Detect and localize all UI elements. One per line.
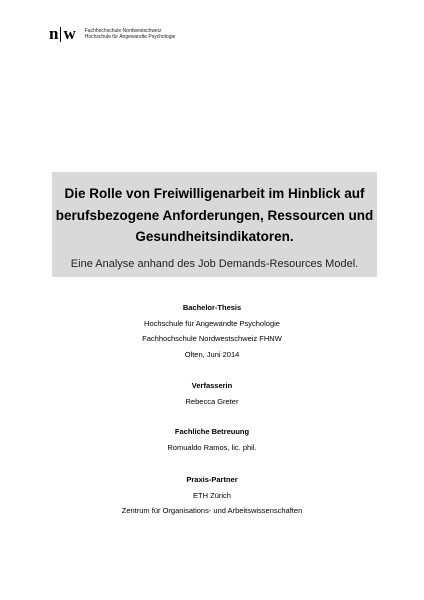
supervisor-section xyxy=(0,424,424,455)
thesis-title-line2: berufsbezogene Anforderungen, Ressourcen und xyxy=(55,207,374,223)
org-name-line1: Fachhochschule Nordwestschweiz xyxy=(84,28,162,34)
author-name: Rebecca Greter xyxy=(185,396,239,406)
thesis-info-section xyxy=(0,300,424,362)
thesis-title-line1: Die Rolle von Freiwilligenarbeit im Hinblick auf xyxy=(64,186,365,201)
partner-institution: ETH Zürich xyxy=(193,490,231,500)
partner-heading: Praxis-Partner xyxy=(186,475,238,484)
author-section xyxy=(0,378,424,409)
thesis-university: Fachhochschule Nordwestschweiz FHNW xyxy=(142,334,282,343)
header-logo xyxy=(49,25,175,43)
thesis-title-line3: Gesundheitsindikatoren. xyxy=(135,229,294,244)
thesis-type-heading: Bachelor-Thesis xyxy=(182,303,242,312)
thesis-school: Hochschule für Angewandte Psychologie xyxy=(144,318,280,328)
fhnw-logo-mark xyxy=(49,25,76,43)
title-block xyxy=(52,172,377,277)
supervisor-heading: Fachliche Betreuung xyxy=(174,427,250,436)
logo-letter-n: n xyxy=(49,24,59,43)
thesis-title xyxy=(52,183,377,248)
logo-letter-w: w xyxy=(63,24,76,43)
supervisor-name: Romualdo Ramos, lic. phil. xyxy=(167,442,257,452)
partner-section xyxy=(0,472,424,519)
partner-department: Zentrum für Organisations- und Arbeitswissenschaften xyxy=(121,506,303,515)
author-heading: Verfasserin xyxy=(191,381,233,390)
thesis-subtitle: Eine Analyse anhand des Job Demands-Resources Model. xyxy=(70,257,359,270)
org-name xyxy=(85,28,176,40)
org-name-line2: Hochschule für Angewandte Psychologie xyxy=(84,34,176,40)
thesis-place-date: Olten, Juni 2014 xyxy=(184,349,240,359)
logo-divider xyxy=(60,27,61,42)
